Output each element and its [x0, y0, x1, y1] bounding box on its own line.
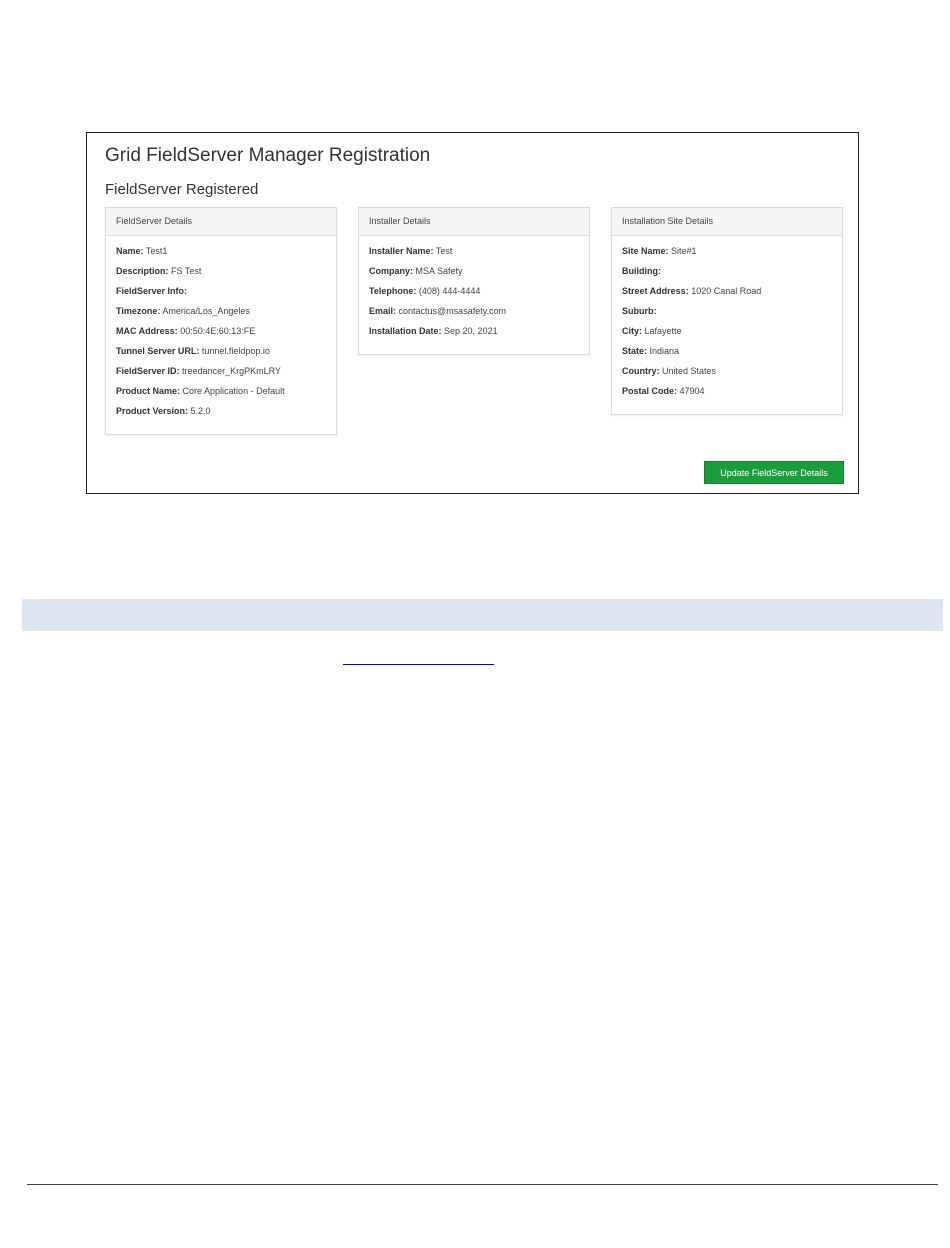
- fieldserver-details-header: FieldServer Details: [106, 208, 336, 236]
- detail-row-state: State: Indiana: [622, 346, 680, 356]
- detail-row-building: Building:: [622, 266, 661, 276]
- installer-details-card: [358, 207, 590, 355]
- update-fieldserver-details-button[interactable]: Update FieldServer Details: [704, 461, 844, 484]
- site-details-header: Installation Site Details: [612, 208, 842, 236]
- page-title: Grid FieldServer Manager Registration: [105, 145, 431, 166]
- detail-row-suburb: Suburb:: [622, 306, 657, 316]
- detail-row-postal-code: Postal Code: 47904: [622, 386, 705, 396]
- hyperlink-underline[interactable]: [343, 664, 494, 665]
- detail-row-mac-address: MAC Address: 00:50:4E:60:13:FE: [116, 326, 256, 336]
- detail-row-timezone: Timezone: America/Los_Angeles: [116, 306, 250, 316]
- detail-row-name: Name: Test1: [116, 246, 168, 256]
- detail-row-installation-date: Installation Date: Sep 20, 2021: [369, 326, 498, 336]
- detail-row-city: City: Lafayette: [622, 326, 682, 336]
- registration-screenshot: [86, 132, 859, 494]
- site-details-card: [611, 207, 843, 415]
- footer-divider: [27, 1184, 938, 1185]
- detail-row-product-name: Product Name: Core Application - Default: [116, 386, 285, 396]
- detail-row-fieldserver-info: FieldServer Info:: [116, 286, 188, 296]
- detail-row-telephone: Telephone: (408) 444-4444: [369, 286, 481, 296]
- detail-row-site-name: Site Name: Site#1: [622, 246, 697, 256]
- detail-row-description: Description: FS Test: [116, 266, 202, 276]
- detail-row-country: Country: United States: [622, 366, 717, 376]
- detail-row-company: Company: MSA Safety: [369, 266, 463, 276]
- detail-row-tunnel-server-url: Tunnel Server URL: tunnel.fieldpop.io: [116, 346, 270, 356]
- detail-row-email: Email: contactus@msasafety.com: [369, 306, 507, 316]
- detail-row-fieldserver-id: FieldServer ID: treedancer_KrgPKmLRY: [116, 366, 281, 376]
- installer-details-header: Installer Details: [359, 208, 589, 236]
- detail-row-street-address: Street Address: 1020 Canal Road: [622, 286, 762, 296]
- detail-row-product-version: Product Version: 5.2.0: [116, 406, 211, 416]
- detail-row-installer-name: Installer Name: Test: [369, 246, 453, 256]
- fieldserver-details-card: [105, 207, 337, 435]
- section-header-band: [22, 599, 943, 631]
- page-subtitle: FieldServer Registered: [105, 181, 259, 198]
